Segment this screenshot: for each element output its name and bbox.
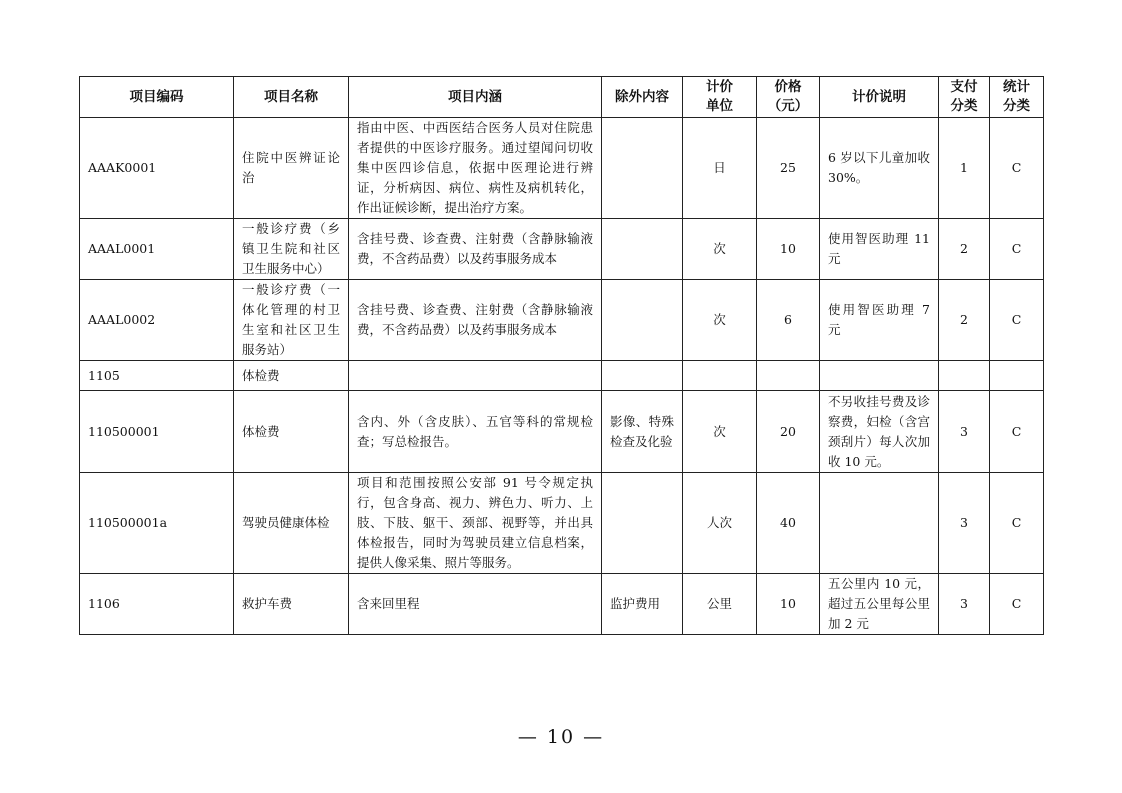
cell-unit: 次 bbox=[683, 280, 757, 361]
table-row bbox=[80, 574, 1044, 635]
cell-unit: 次 bbox=[683, 219, 757, 280]
cell-unit: 日 bbox=[683, 118, 757, 219]
cell-stat: C bbox=[990, 219, 1044, 280]
cell-stat: C bbox=[990, 280, 1044, 361]
fee-table bbox=[79, 76, 1044, 635]
cell-stat: C bbox=[990, 118, 1044, 219]
cell-price: 10 bbox=[757, 574, 820, 635]
cell-note: 五公里内 10 元，超过五公里每公里加 2 元 bbox=[820, 574, 939, 635]
cell-price: 40 bbox=[757, 473, 820, 574]
cell-content: 含内、外（含皮肤）、五官等科的常规检查；写总检报告。 bbox=[349, 391, 602, 473]
cell-stat bbox=[990, 361, 1044, 391]
cell-content: 含挂号费、诊查费、注射费（含静脉输液费，不含药品费）以及药事服务成本 bbox=[349, 219, 602, 280]
cell-content bbox=[349, 361, 602, 391]
cell-content: 项目和范围按照公安部 91 号令规定执行，包含身高、视力、辨色力、听力、上肢、下肢、躯干、颈部、视野等，并出具体检报告，同时为驾驶员建立信息档案，提供人像采集、照片等服务。 bbox=[349, 473, 602, 574]
table-row bbox=[80, 473, 1044, 574]
cell-price: 6 bbox=[757, 280, 820, 361]
cell-unit: 次 bbox=[683, 391, 757, 473]
cell-exclude: 监护费用 bbox=[602, 574, 683, 635]
cell-stat: C bbox=[990, 473, 1044, 574]
table-row bbox=[80, 118, 1044, 219]
table-row bbox=[80, 280, 1044, 361]
header-pay: 支付 分类 bbox=[939, 77, 990, 118]
cell-code: AAAK0001 bbox=[80, 118, 234, 219]
cell-price: 10 bbox=[757, 219, 820, 280]
cell-pay: 3 bbox=[939, 391, 990, 473]
cell-exclude bbox=[602, 219, 683, 280]
cell-pay: 3 bbox=[939, 473, 990, 574]
cell-note bbox=[820, 361, 939, 391]
cell-stat: C bbox=[990, 574, 1044, 635]
header-code: 项目编码 bbox=[80, 77, 234, 118]
cell-code: 1105 bbox=[80, 361, 234, 391]
cell-name: 救护车费 bbox=[234, 574, 349, 635]
cell-note: 不另收挂号费及诊察费，妇检（含宫颈刮片）每人次加收 10 元。 bbox=[820, 391, 939, 473]
cell-price: 25 bbox=[757, 118, 820, 219]
cell-pay: 2 bbox=[939, 280, 990, 361]
header-stat: 统计 分类 bbox=[990, 77, 1044, 118]
cell-name: 驾驶员健康体检 bbox=[234, 473, 349, 574]
cell-code: 110500001a bbox=[80, 473, 234, 574]
cell-name: 住院中医辨证论治 bbox=[234, 118, 349, 219]
cell-stat: C bbox=[990, 391, 1044, 473]
cell-pay: 1 bbox=[939, 118, 990, 219]
cell-content: 含挂号费、诊查费、注射费（含静脉输液费，不含药品费）以及药事服务成本 bbox=[349, 280, 602, 361]
cell-name: 体检费 bbox=[234, 391, 349, 473]
page-number: — 10 — bbox=[517, 726, 605, 748]
cell-code: AAAL0001 bbox=[80, 219, 234, 280]
cell-pay bbox=[939, 361, 990, 391]
cell-pay: 2 bbox=[939, 219, 990, 280]
cell-price: 20 bbox=[757, 391, 820, 473]
cell-exclude bbox=[602, 118, 683, 219]
cell-unit bbox=[683, 361, 757, 391]
cell-content: 指由中医、中西医结合医务人员对住院患者提供的中医诊疗服务。通过望闻问切收集中医四诊信息，依据中医理论进行辨证，分析病因、病位、病性及病机转化，作出证候诊断，提出治疗方案。 bbox=[349, 118, 602, 219]
cell-name: 体检费 bbox=[234, 361, 349, 391]
cell-exclude bbox=[602, 473, 683, 574]
table-row bbox=[80, 391, 1044, 473]
cell-code: AAAL0002 bbox=[80, 280, 234, 361]
header-content: 项目内涵 bbox=[349, 77, 602, 118]
cell-pay: 3 bbox=[939, 574, 990, 635]
cell-name: 一般诊疗费（一体化管理的村卫生室和社区卫生服务站） bbox=[234, 280, 349, 361]
cell-price bbox=[757, 361, 820, 391]
cell-unit: 公里 bbox=[683, 574, 757, 635]
header-row bbox=[80, 77, 1044, 118]
header-note: 计价说明 bbox=[820, 77, 939, 118]
cell-note: 使用智医助理 11 元 bbox=[820, 219, 939, 280]
header-exclude: 除外内容 bbox=[602, 77, 683, 118]
cell-name: 一般诊疗费（乡镇卫生院和社区卫生服务中心） bbox=[234, 219, 349, 280]
header-name: 项目名称 bbox=[234, 77, 349, 118]
header-price: 价格 （元） bbox=[757, 77, 820, 118]
table-row bbox=[80, 219, 1044, 280]
cell-code: 1106 bbox=[80, 574, 234, 635]
cell-exclude: 影像、特殊检查及化验 bbox=[602, 391, 683, 473]
cell-exclude bbox=[602, 361, 683, 391]
table-row bbox=[80, 361, 1044, 391]
cell-note: 使用智医助理 7 元 bbox=[820, 280, 939, 361]
cell-exclude bbox=[602, 280, 683, 361]
cell-note: 6 岁以下儿童加收 30%。 bbox=[820, 118, 939, 219]
cell-code: 110500001 bbox=[80, 391, 234, 473]
cell-note bbox=[820, 473, 939, 574]
cell-unit: 人次 bbox=[683, 473, 757, 574]
header-unit: 计价 单位 bbox=[683, 77, 757, 118]
cell-content: 含来回里程 bbox=[349, 574, 602, 635]
